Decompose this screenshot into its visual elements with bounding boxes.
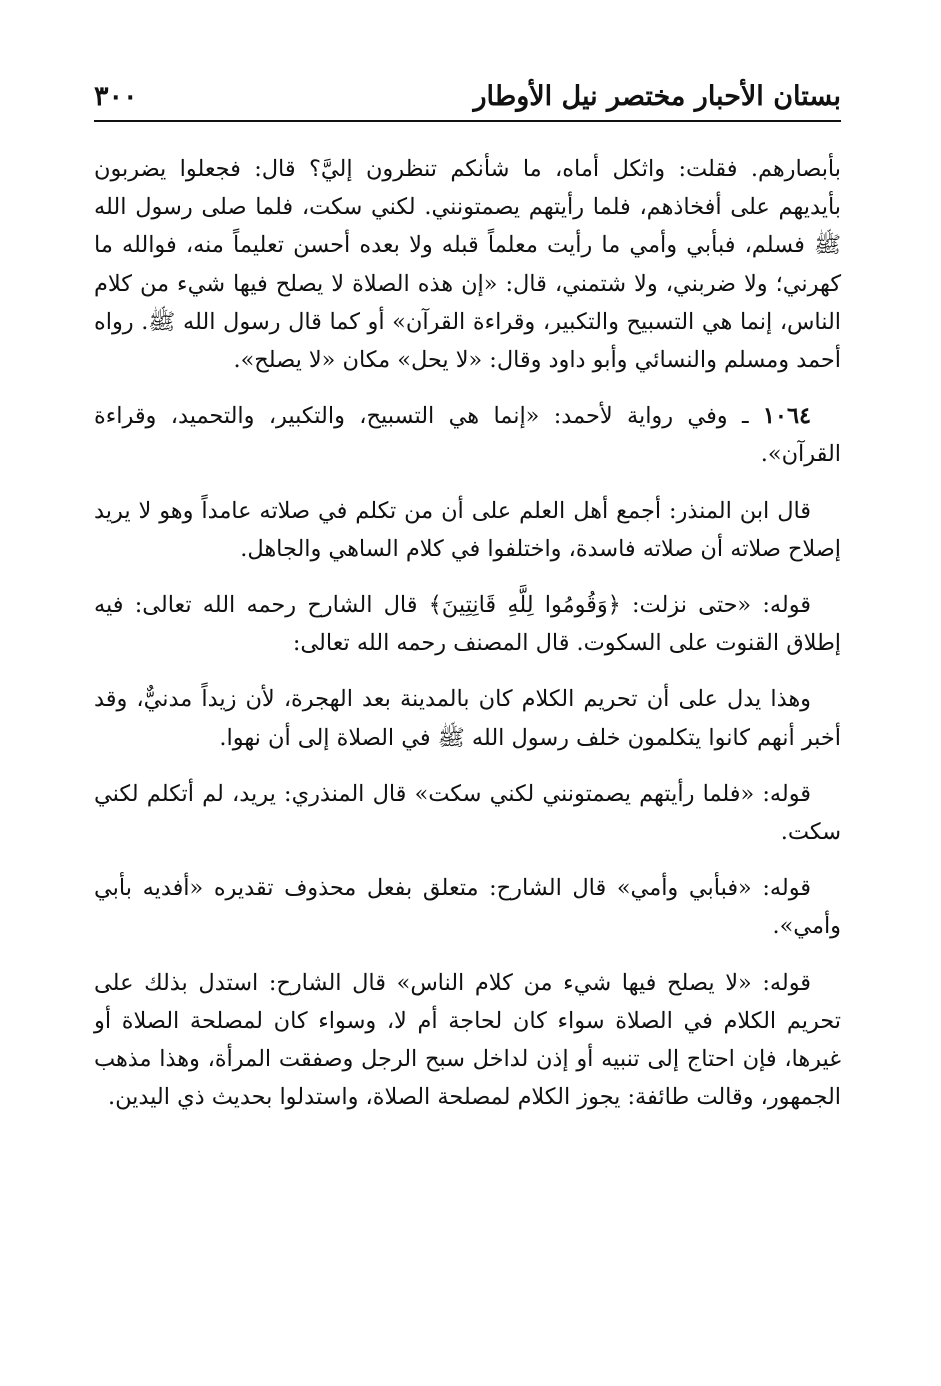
hadith-paragraph [94,397,841,473]
paragraph [94,586,841,662]
hadith-number: ١٠٦٤ [762,403,811,430]
paragraph [94,964,841,1117]
book-page [94,70,841,1134]
paragraph-text: قوله: «لا يصلح فيها شيء من كلام الناس» قال الشارح: استدل بذلك على تحريم الكلام في الصلاة سواء كان لحاجة أم لا، وسواء كان لمصلحة الصلاة أو غيرها، فإن احتاج إلى تنبيه أو إذن لداخل سبح الرجل وصفقت المرأة، وهذا مذهب الجمهور، وقالت طائفة: يجوز الكلام لمصلحة الصلاة، واستدلوا بحديث ذي اليدين. [94,969,841,1111]
paragraph [94,680,841,756]
paragraph [94,775,841,851]
paragraph-continuation [94,150,841,379]
paragraph-text: وهذا يدل على أن تحريم الكلام كان بالمدينة بعد الهجرة، لأن زيداً مدنيٌّ، وقد أخبر أنهم كانوا يتكلمون خلف رسول الله ﷺ في الصلاة إلى أن نهوا. [94,686,841,751]
paragraph-text: قوله: «فبأبي وأمي» قال الشارح: متعلق بفعل محذوف تقديره «أفديه بأبي وأمي». [94,875,841,940]
page-number: ٣٠٠ [94,81,138,112]
paragraph-text: بأبصارهم. فقلت: واثكل أماه، ما شأنكم تنظرون إليَّ؟ قال: فجعلوا يضربون بأيديهم على أفخاذهم، فلما رأيتهم يصمتونني. لكني سكت، فلما صلى رسول الله ﷺ فسلم، فبأبي وأمي ما رأيت معلماً قبله ولا بعده أحسن تعليماً منه، فوالله ما كهرني؛ ولا ضربني، ولا شتمني، قال: «إن هذه الصلاة لا يصلح فيها شيء من كلام الناس، إنما هي التسبيح والتكبير، وقراءة القرآن» أو كما قال رسول الله ﷺ. رواه أحمد ومسلم والنسائي وأبو داود وقال: «لا يحل» مكان «لا يصلح». [94,156,841,374]
running-header [94,70,841,122]
page-body [94,150,841,1116]
paragraph-text: قوله: «حتى نزلت: ﴿وَقُومُوا لِلَّهِ قَانِتِينَ﴾ قال الشارح رحمه الله تعالى: فيه إطلاق القنوت على السكوت. قال المصنف رحمه الله تعالى: [94,592,841,657]
paragraph-text: قوله: «فلما رأيتهم يصمتونني لكني سكت» قال المنذري: يريد، لم أتكلم لكني سكت. [94,780,841,846]
book-title: بستان الأحبار مختصر نيل الأوطار [473,81,841,112]
paragraph-text: ـ وفي رواية لأحمد: «إنما هي التسبيح، والتكبير، والتحميد، وقراءة القرآن». [94,403,841,468]
paragraph-text: قال ابن المنذر: أجمع أهل العلم على أن من تكلم في صلاته عامداً وهو لا يريد إصلاح صلاته أن صلاته فاسدة، واختلفوا في كلام الساهي والجاهل. [94,497,841,562]
paragraph [94,492,841,568]
paragraph [94,869,841,945]
